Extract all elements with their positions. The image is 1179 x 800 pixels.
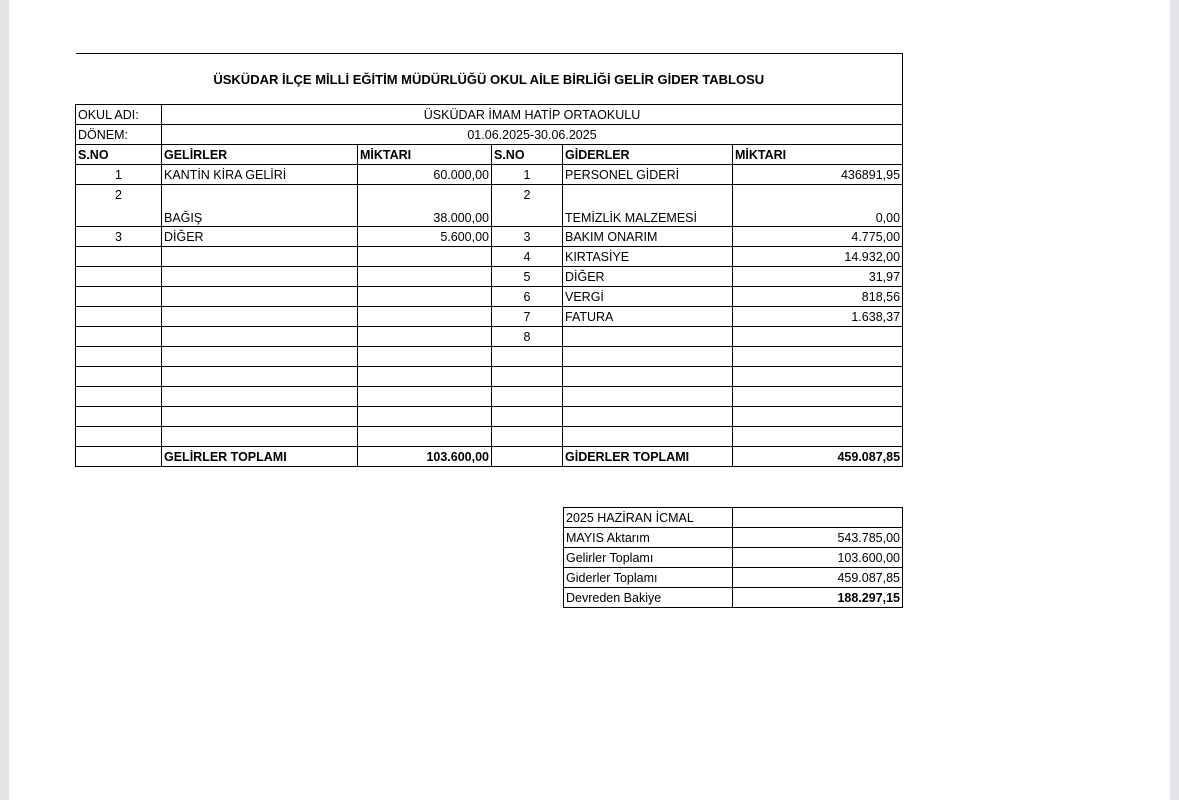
summary-row: [564, 548, 903, 568]
income-sno: [76, 267, 162, 287]
expense-name: [563, 327, 733, 347]
header-expenses: GİDERLER: [563, 145, 733, 165]
header-expense-amount: MİKTARI: [733, 145, 903, 165]
summary-label: MAYIS Aktarım: [564, 528, 733, 548]
income-amount: [358, 407, 492, 427]
expense-amount: [733, 427, 903, 447]
table-row: [76, 367, 903, 387]
income-sno: [76, 367, 162, 387]
expense-sno: [492, 347, 563, 367]
header-sno: S.NO: [76, 145, 162, 165]
table-row: [76, 247, 903, 267]
expense-amount: 4.775,00: [733, 227, 903, 247]
table-row: [76, 427, 903, 447]
expense-amount: 1.638,37: [733, 307, 903, 327]
expense-sno: 7: [492, 307, 563, 327]
summary-table: [563, 507, 903, 608]
summary-label: Giderler Toplamı: [564, 568, 733, 588]
income-sno: 2: [76, 185, 162, 227]
income-name: [162, 267, 358, 287]
expense-sno: 3: [492, 227, 563, 247]
income-amount: [358, 387, 492, 407]
expense-amount: 31,97: [733, 267, 903, 287]
expense-name: FATURA: [563, 307, 733, 327]
table-row: [76, 267, 903, 287]
summary-label: Devreden Bakiye: [564, 588, 733, 608]
table-row: [76, 387, 903, 407]
income-amount: [358, 267, 492, 287]
expense-sno: 6: [492, 287, 563, 307]
table-row: [76, 307, 903, 327]
income-sno: 3: [76, 227, 162, 247]
expense-sno: [492, 407, 563, 427]
expense-name: BAKIM ONARIM: [563, 227, 733, 247]
income-name: [162, 427, 358, 447]
table-row: [76, 165, 903, 185]
expense-name: KIRTASİYE: [563, 247, 733, 267]
school-label: OKUL ADI:: [76, 105, 162, 125]
income-name: DİĞER: [162, 227, 358, 247]
header-incomes: GELİRLER: [162, 145, 358, 165]
expense-sno: [492, 367, 563, 387]
header-sno-expense: S.NO: [492, 145, 563, 165]
expense-sno: 8: [492, 327, 563, 347]
income-amount: 60.000,00: [358, 165, 492, 185]
expense-amount: 14.932,00: [733, 247, 903, 267]
header-income-amount: MİKTARI: [358, 145, 492, 165]
income-amount: [358, 367, 492, 387]
totals-blank: [76, 447, 162, 467]
viewer-right-margin: [1170, 0, 1179, 800]
summary-value: 459.087,85: [733, 568, 903, 588]
expense-amount: [733, 387, 903, 407]
expense-amount: 436891,95: [733, 165, 903, 185]
expense-sno: 2: [492, 185, 563, 227]
summary-title-blank: [733, 508, 903, 528]
income-sno: [76, 427, 162, 447]
income-name: [162, 407, 358, 427]
income-total-label: GELİRLER TOPLAMI: [162, 447, 358, 467]
totals-blank: [492, 447, 563, 467]
income-amount: [358, 427, 492, 447]
table-row: [76, 327, 903, 347]
expense-name: TEMİZLİK MALZEMESİ: [563, 185, 733, 227]
summary-label: Gelirler Toplamı: [564, 548, 733, 568]
table-row: [76, 185, 903, 227]
summary-row: [564, 528, 903, 548]
table-row: [76, 407, 903, 427]
expense-sno: 1: [492, 165, 563, 185]
expense-amount: 818,56: [733, 287, 903, 307]
expense-sno: 5: [492, 267, 563, 287]
income-sno: [76, 347, 162, 367]
expense-sno: 4: [492, 247, 563, 267]
summary-row: [564, 568, 903, 588]
expense-amount: [733, 407, 903, 427]
summary-value: 103.600,00: [733, 548, 903, 568]
income-name: [162, 367, 358, 387]
income-amount: [358, 247, 492, 267]
expense-sno: [492, 387, 563, 407]
income-sno: 1: [76, 165, 162, 185]
expense-name: [563, 427, 733, 447]
income-sno: [76, 247, 162, 267]
school-name: ÜSKÜDAR İMAM HATİP ORTAOKULU: [162, 105, 903, 125]
income-sno: [76, 407, 162, 427]
income-name: [162, 387, 358, 407]
expense-amount: 0,00: [733, 185, 903, 227]
income-amount: 38.000,00: [358, 185, 492, 227]
income-name: [162, 287, 358, 307]
expense-name: [563, 367, 733, 387]
income-name: [162, 307, 358, 327]
income-expense-table: [75, 53, 903, 467]
table-row: [76, 347, 903, 367]
expense-name: [563, 347, 733, 367]
income-sno: [76, 307, 162, 327]
expense-name: VERGİ: [563, 287, 733, 307]
income-sno: [76, 287, 162, 307]
expense-name: DİĞER: [563, 267, 733, 287]
period-label: DÖNEM:: [76, 125, 162, 145]
summary-value: 188.297,15: [733, 588, 903, 608]
income-sno: [76, 387, 162, 407]
income-amount: [358, 287, 492, 307]
period-value: 01.06.2025-30.06.2025: [162, 125, 903, 145]
expense-name: [563, 407, 733, 427]
page-title: ÜSKÜDAR İLÇE MİLLİ EĞİTİM MÜDÜRLÜĞÜ OKUL AİLE BİRLİĞİ GELİR GİDER TABLOSU: [76, 54, 903, 105]
income-name: [162, 347, 358, 367]
viewer-left-margin: [0, 0, 9, 800]
expense-amount: [733, 327, 903, 347]
table-row: [76, 227, 903, 247]
table-row: [76, 287, 903, 307]
income-amount: [358, 327, 492, 347]
expense-name: [563, 387, 733, 407]
income-amount: [358, 347, 492, 367]
expense-amount: [733, 347, 903, 367]
income-sno: [76, 327, 162, 347]
income-name: BAĞIŞ: [162, 185, 358, 227]
expense-name: PERSONEL GİDERİ: [563, 165, 733, 185]
summary-value: 543.785,00: [733, 528, 903, 548]
income-name: KANTİN KİRA GELİRİ: [162, 165, 358, 185]
income-name: [162, 327, 358, 347]
income-name: [162, 247, 358, 267]
summary-row: [564, 588, 903, 608]
income-total-value: 103.600,00: [358, 447, 492, 467]
summary-title: 2025 HAZİRAN İCMAL: [564, 508, 733, 528]
expense-total-label: GİDERLER TOPLAMI: [563, 447, 733, 467]
income-amount: [358, 307, 492, 327]
expense-sno: [492, 427, 563, 447]
expense-total-value: 459.087,85: [733, 447, 903, 467]
income-amount: 5.600,00: [358, 227, 492, 247]
expense-amount: [733, 367, 903, 387]
